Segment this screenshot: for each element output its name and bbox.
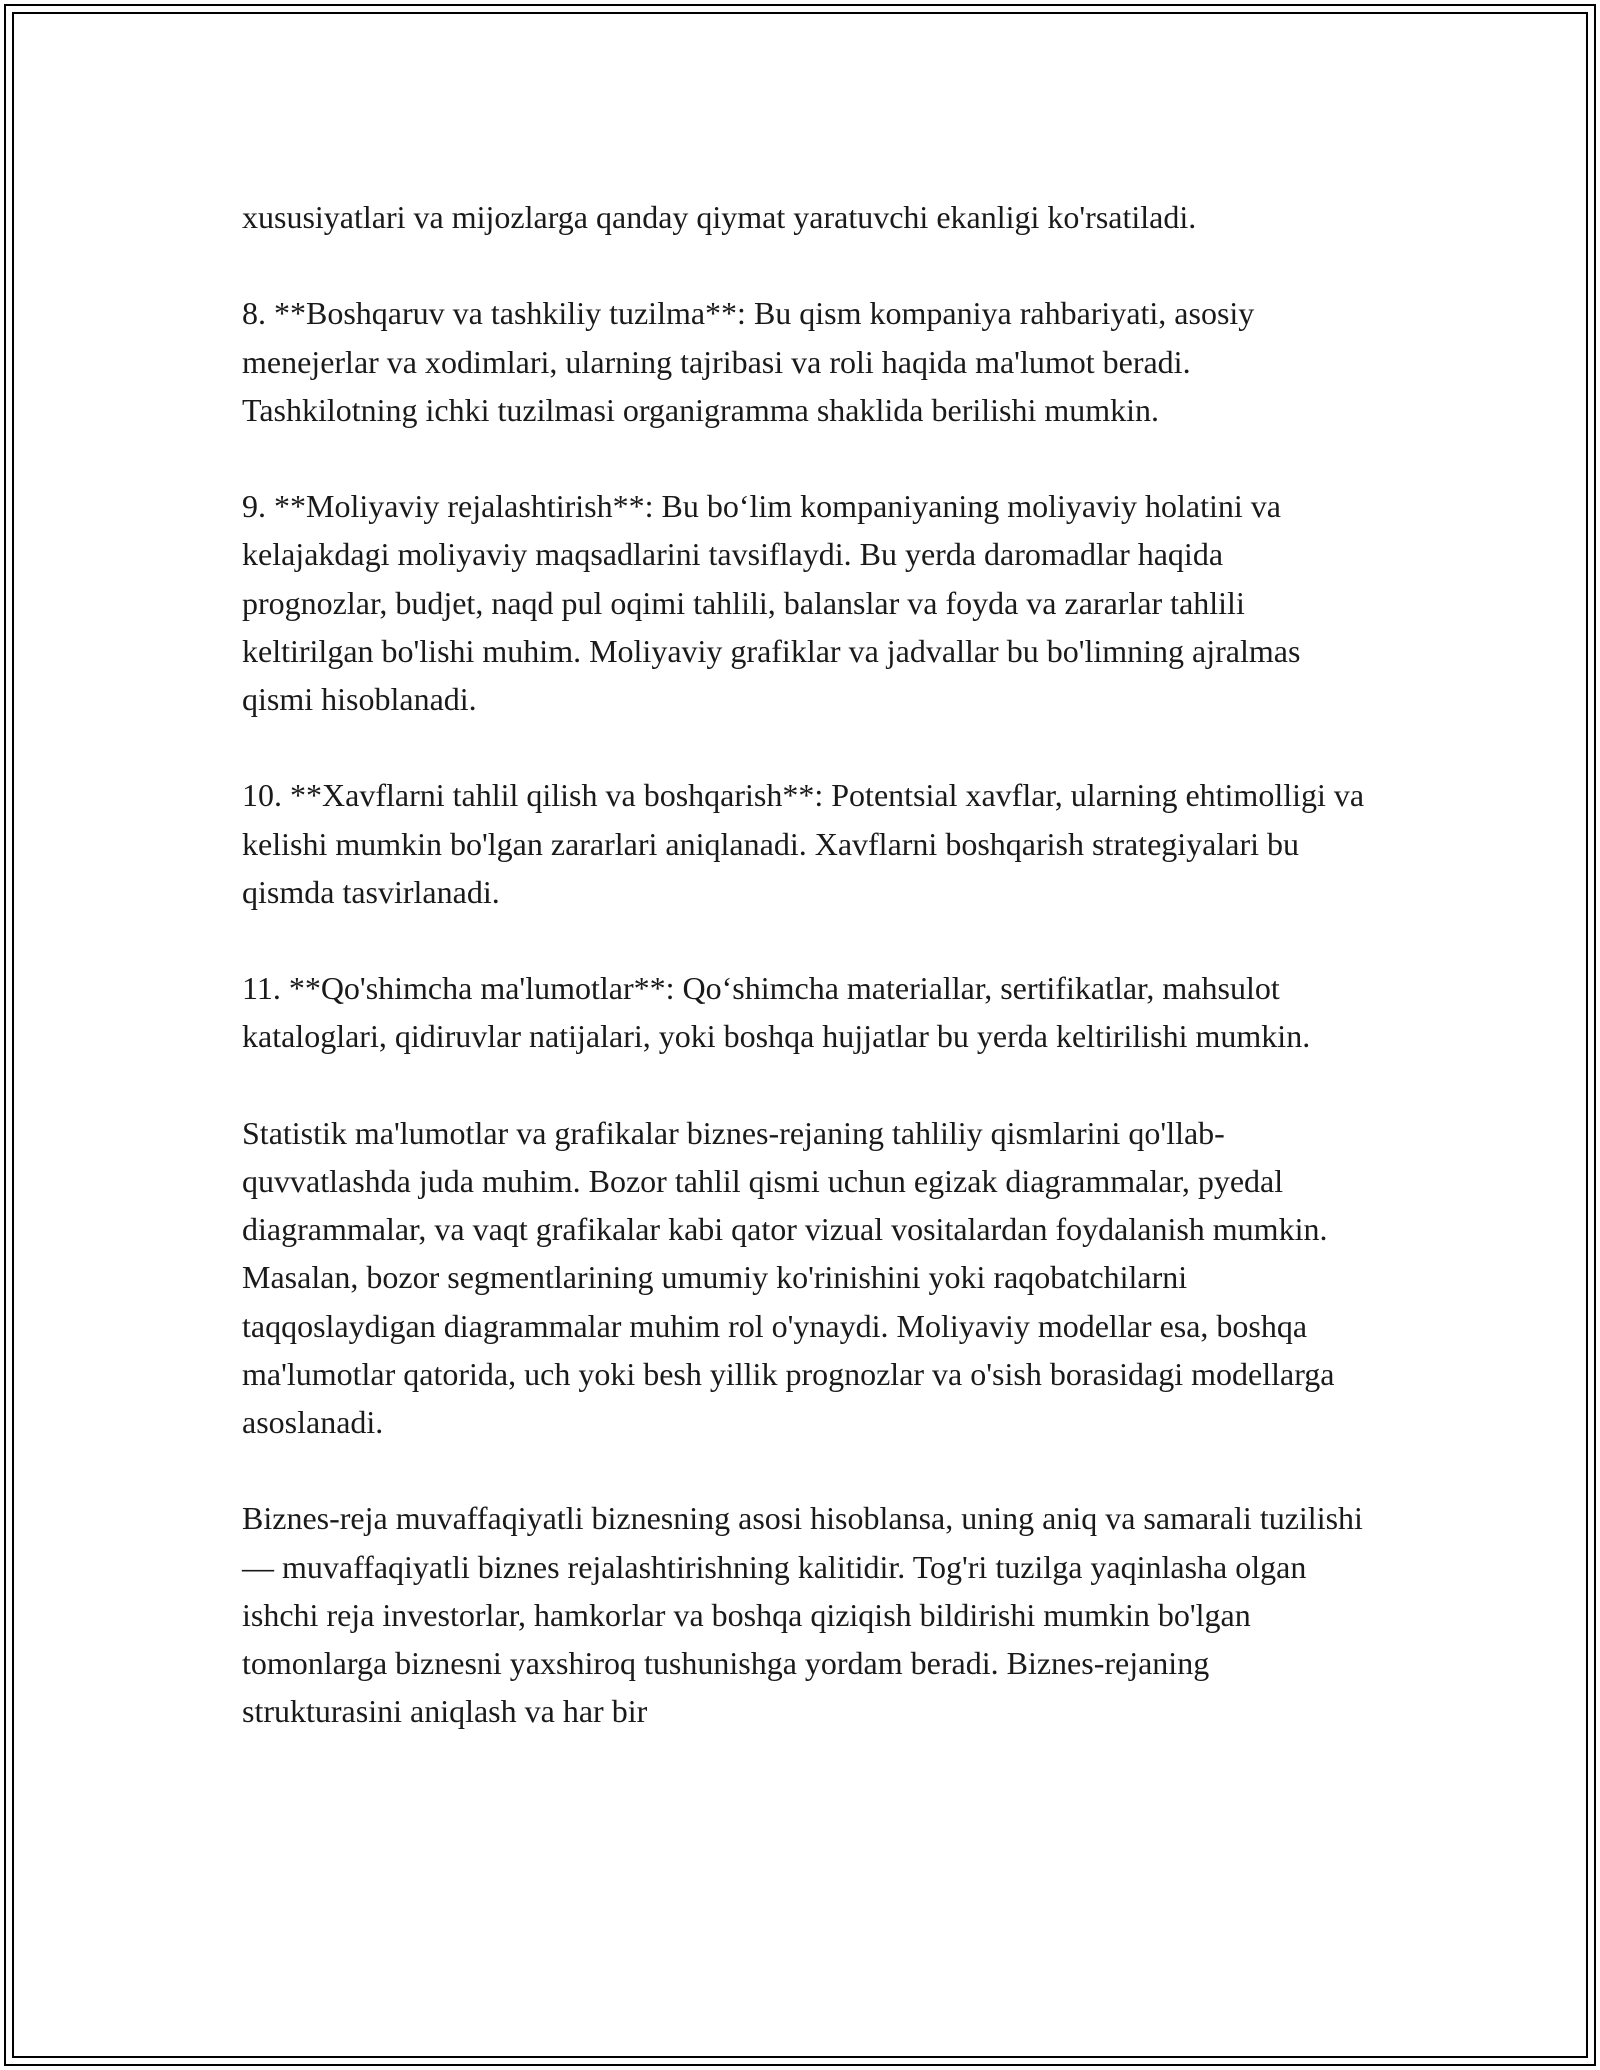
paragraph-statistics: Statistik ma'lumotlar va grafikalar biznes-rejaning tahliliy qismlarini qo'llab-quvvatlashda juda muhim. Bozor tahlil qismi uchun egizak diagrammalar, pyedal diagrammalar, va vaqt grafikalar kabi qator vizual vositalardan foydalanish mumkin. Masalan, bozor segmentlarining umumiy ko'rinishini yoki raqobatchilarni taqqoslaydigan diagrammalar muhim rol o'ynaydi. Moliyaviy modellar esa, boshqa ma'lumotlar qatorida, uch yoki besh yillik prognozlar va o'sish borasidagi modellarga asoslanadi. — [242, 1114, 1335, 1440]
document-page — [4, 4, 1596, 2066]
paragraph-section-11: 11. **Qo'shimcha ma'lumotlar**: Qo‘shimcha materiallar, sertifikatlar, mahsulot kataloglari, qidiruvlar natijalari, yoki boshqa hujjatlar bu yerda keltirilishi mumkin. — [242, 970, 1311, 1055]
document-body — [242, 193, 1372, 1735]
paragraph-section-10: 10. **Xavflarni tahlil qilish va boshqarish**: Potentsial xavflar, ularning ehtimolligi va kelishi mumkin bo'lgan zararlari aniqlanadi. Xavflarni boshqarish strategiyalari bu qismda tasvirlanadi. — [242, 777, 1365, 910]
paragraph-section-9: 9. **Moliyaviy rejalashtirish**: Bu bo‘lim kompaniyaning moliyaviy holatini va kelajakdagi moliyaviy maqsadlarini tavsiflaydi. Bu yerda daromadlar haqida prognozlar, budjet, naqd pul oqimi tahlili, balanslar va foyda va zararlar tahlili keltirilgan bo'lishi muhim. Moliyaviy grafiklar va jadvallar bu bo'limning ajralmas qismi hisoblanadi. — [242, 488, 1301, 717]
paragraph-section-8: 8. **Boshqaruv va tashkiliy tuzilma**: Bu qism kompaniya rahbariyati, asosiy menejerlar va xodimlari, ularning tajribasi va roli haqida ma'lumot beradi. Tashkilotning ichki tuzilmasi organigramma shaklida berilishi mumkin. — [242, 295, 1255, 428]
paragraph-conclusion: Biznes-reja muvaffaqiyatli biznesning asosi hisoblansa, uning aniq va samarali tuzilishi — muvaffaqiyatli biznes rejalashtirishning kalitidir. Tog'ri tuzilga yaqinlasha olgan ishchi reja investorlar, hamkorlar va boshqa qiziqish bildirishi mumkin bo'lgan tomonlarga biznesni yaxshiroq tushunishga yordam beradi. Biznes-rejaning strukturasini aniqlash va har bir — [242, 1500, 1363, 1730]
paragraph-continuation: xususiyatlari va mijozlarga qanday qiymat yaratuvchi ekanligi ko'rsatiladi. — [242, 199, 1197, 235]
